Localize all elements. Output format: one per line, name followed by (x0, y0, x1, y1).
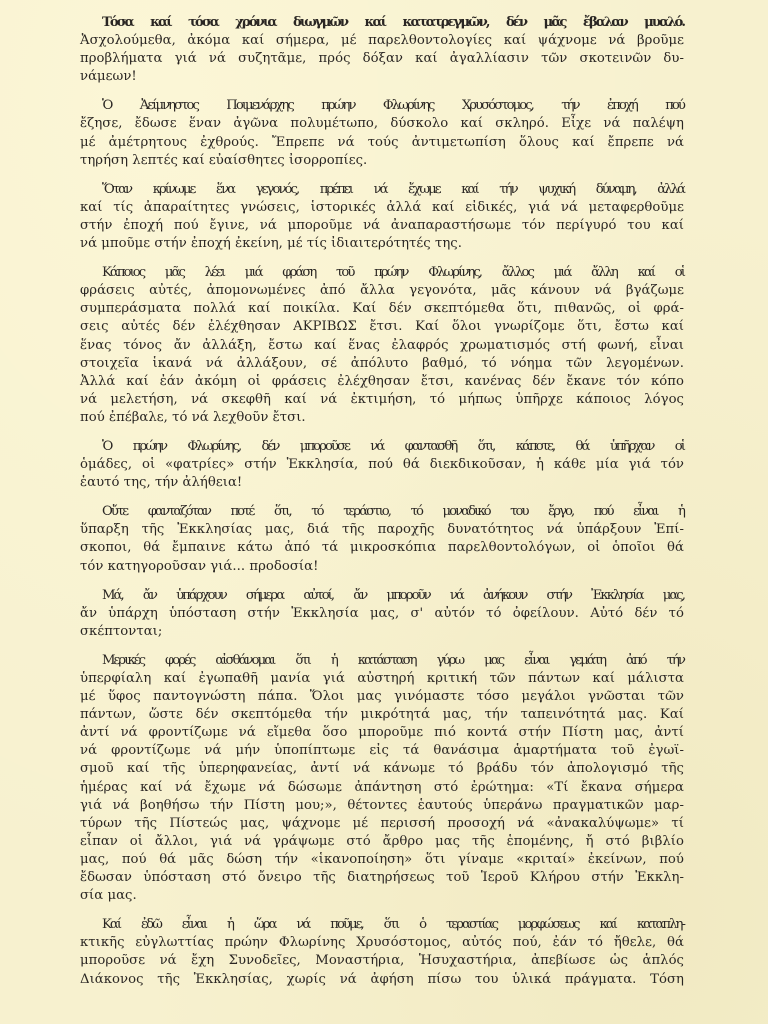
text-line: Μερικές φορές αἰσθάνομαι ὅτι ἡ κατάσταση γύρω μας εἶναι γεμάτη ἀπό τήν (102, 652, 684, 668)
text-line: μας, πού θά μᾶς δώση τήν «ἱκανοποίηση» ὅτι γίναμε «κριταί» ἐκείνων, πού (80, 851, 684, 867)
text-line: τόν κατηγοροῦσαν γιά... προδοσία! (80, 558, 319, 574)
paragraph-5 (80, 438, 684, 492)
paragraph-2 (80, 97, 684, 169)
text-line: Διάκονος τῆς Ἐκκλησίας, χωρίς νά ἀφήση πίσω του ὑλικά πράγματα. Τόση (80, 971, 684, 987)
text-line: τύρων τῆς Πίστεώς μας, ψάχνομε μέ περισσή προσοχή νά «ἀνακαλύψωμε» τί (80, 815, 684, 831)
text-line: Μά, ἄν ὑπάρχουν σήμερα αὐτοί, ἄν μποροῦν νά ἀνήκουν στήν Ἐκκλησία μας, (102, 587, 684, 603)
text-line: Κάποιος μᾶς λέει μιά φράση τοῦ πρώην Φλωρίνης, ἄλλος μιά ἄλλη καί οἱ (102, 265, 684, 281)
text-line: ἄν ὑπάρχη ὑπόσταση στήν Ἐκκλησία μας, σ' αὐτόν τό ὀφείλουν. Αὐτό δέν τό (80, 605, 684, 621)
text-line: σεις αὐτές δέν ἐλέχθησαν ΑΚΡΙΒΩΣ ἔτσι. Καί ὅλοι γνωρίζομε ὅτι, ἔστω καί (80, 319, 684, 335)
paragraph-6 (80, 503, 684, 575)
document-body (80, 14, 684, 1000)
text-line: νά μελετήση, νά σκεφθῆ καί νά ἐκτιμήση, τό μήπως ὑπῆρχε κάποιος λόγος (80, 391, 684, 407)
text-line: προβλήματα γιά νά συζητᾶμε, πρός δόξαν καί ἀγαλλίασιν τῶν σκοτεινῶν δυ- (80, 51, 684, 67)
text-line: ἔζησε, ἔδωσε ἕναν ἀγῶνα πολυμέτωπο, δύσκολο καί σκληρό. Εἶχε νά παλέψη (80, 116, 684, 132)
text-line: μποροῦσε νά ἔχη Συνοδεῖες, Μοναστήρια, Ἡσυχαστήρια, ἀπεβίωσε ὡς ἁπλός (80, 953, 684, 969)
text-line: σκοποι, θά ἔμπαινε κάτω ἀπό τά μικροσκόπια παρελθοντολόγων, οἱ ὁποῖοι θά (80, 540, 684, 556)
text-line: μέ ὕφος παντογνώστη πάπα. Ὅλοι μας γινόμαστε τόσο μεγάλοι γνῶσται τῶν (80, 689, 684, 705)
text-line: Ὁ Ἀείμνηστος Ποιμενάρχης πρώην Φλωρίνης Χρυσόστομος, τήν ἐποχή πού (102, 98, 684, 114)
text-line: τηρήση λεπτές καί εὐαίσθητες ἰσορροπίες. (80, 152, 368, 168)
text-line: Καί ἐδῶ εἶναι ἡ ὥρα νά ποῦμε, ὅτι ὁ τεραστίας μορφώσεως καί καταπλη- (102, 917, 684, 933)
text-line: ὁμάδες, οἱ «φατρίες» στήν Ἐκκλησία, πού θά διεκδικοῦσαν, ἡ κάθε μία γιά τόν (80, 457, 684, 473)
text-line: σκέπτονται; (80, 623, 163, 639)
text-line: ἑαυτό της, τήν ἀλήθεια! (80, 475, 243, 491)
text-line: σμοῦ καί τῆς ὑπερηφανείας, ἀντί νά κάνωμε τό βράδυ τόν ἀπολογισμό τῆς (80, 761, 684, 777)
text-line: φράσεις αὐτές, ἀπομονωμένες ἀπό ἄλλα γεγονότα, μᾶς κάνουν νά βγάζωμε (80, 283, 684, 299)
paragraph-7 (80, 587, 684, 641)
text-line: ἀντί νά φροντίζωμε νά εἴμεθα ὅσο μποροῦμε πιό κοντά στήν Πίστη μας, ἀντί (80, 725, 684, 741)
paragraph-1 (80, 14, 684, 86)
paragraph-3 (80, 181, 684, 253)
text-line: στοιχεῖα ἱκανά νά ἀλλάξουν, σέ ἀπόλυτο βαθμό, τό νόημα τῶν λεγομένων. (80, 355, 684, 371)
text-line: νά μποῦμε στήν ἐποχή ἐκείνη, μέ τίς ἰδιαιτερότητές της. (80, 236, 462, 252)
text-line: μέ ἀμέτρητους ἐχθρούς. Ἔπρεπε νά τούς ἀντιμετωπίση ὅλους καί ἔπρεπε νά (80, 134, 684, 150)
text-line: ὑπερφίαλη καί ἐγωπαθῆ μανία γιά αὐστηρή κριτική τῶν πάντων καί μάλιστα (80, 671, 684, 686)
text-line: εἶπαν οἱ ἄλλοι, γιά νά γράψωμε στό ἄρθρο μας τῆς ἑπομένης, ἤ στό βιβλίο (80, 833, 684, 849)
text-line: ὕπαρξη τῆς Ἐκκλησίας μας, διά τῆς παροχῆς δυνατότητος νά ὑπάρξουν Ἐπί- (80, 522, 684, 538)
text-line: Ἀσχολούμεθα, ἀκόμα καί σήμερα, μέ παρελθοντολογίες καί ψάχνομε νά βροῦμε (80, 33, 684, 49)
text-line: νάμεων! (80, 69, 137, 85)
text-line: ἡμέρας καί νά ἔχωμε νά δώσωμε ἀπάντηση στό ἐρώτημα: «Τί ἔκανα σήμερα (80, 779, 684, 795)
text-line: πού ἐπέβαλε, τό νά λεχθοῦν ἔτσι. (80, 409, 306, 425)
text-line: Ὅταν κρίνωμε ἕνα γεγονός, πρέπει νά ἔχωμε καί τήν ψυχική δύναμη, ἀλλά (102, 181, 684, 197)
text-line: σία μας. (80, 888, 137, 904)
text-line: Οὔτε φανταζόταν ποτέ ὅτι, τό τεράστιο, τό μοναδικό του ἔργο, πού εἶναι ἡ (102, 504, 684, 520)
text-line: Ἀλλά καί ἐάν ἀκόμη οἱ φράσεις ἐλέχθησαν ἔτσι, κανένας δέν ἔκανε τόν κόπο (80, 373, 684, 389)
text-line: γιά νά βοηθήσω τήν Πίστη μου;», θέτοντες ἑαυτούς ὑπεράνω πραγματικῶν μαρ- (80, 797, 684, 813)
text-line: κτικῆς εὐγλωττίας πρώην Φλωρίνης Χρυσόστομος, αὐτός πού, ἐάν τό ἤθελε, θά (80, 935, 684, 951)
text-line: ἔδωσαν ὑπόσταση στό ὄνειρο τῆς διατηρήσεως τοῦ Ἱεροῦ Κλήρου στήν Ἐκκλη- (80, 870, 684, 886)
text-line: Ὁ πρώην Φλωρίνης, δέν μποροῦσε νά φαντασθῆ ὅτι, κάποτε, θά ὑπῆρχαν οἱ (102, 438, 684, 454)
text-line: συμπεράσματα πολλά καί ποικίλα. Καί δέν σκεπτόμεθα ὅτι, πιθανῶς, οἱ φρά- (80, 301, 684, 317)
text-line: καί τίς ἀπαραίτητες γνώσεις, ἱστορικές ἀλλά καί εἰδικές, γιά νά μεταφερθοῦμε (80, 199, 684, 215)
paragraph-9 (80, 916, 684, 988)
text-line: στήν ἐποχή πού ἔγινε, νά μποροῦμε νά ἀναπαραστήσωμε τόν περίγυρό του καί (80, 217, 684, 233)
opening-bold-line: Τόσα καί τόσα χρόνια διωγμῶν καί κατατρεγμῶν, δέν μᾶς ἔβαλαν μυαλό. (102, 15, 684, 30)
text-line: νά φροντίζωμε νά μήν ὑποπίπτωμε εἰς τά θανάσιμα ἁμαρτήματα τοῦ ἐγωϊ- (80, 743, 684, 759)
paragraph-8 (80, 652, 684, 905)
text-line: ἕνας τόνος ἄν ἀλλάξη, ἔστω καί ἕνας ἐλαφρός χρωματισμός στή φωνή, εἶναι (80, 337, 684, 353)
paragraph-4 (80, 264, 684, 427)
text-line: πάντων, ὥστε δέν σκεπτόμεθα τήν μικρότητά μας, τήν ταπεινότητά μας. Καί (80, 707, 684, 723)
